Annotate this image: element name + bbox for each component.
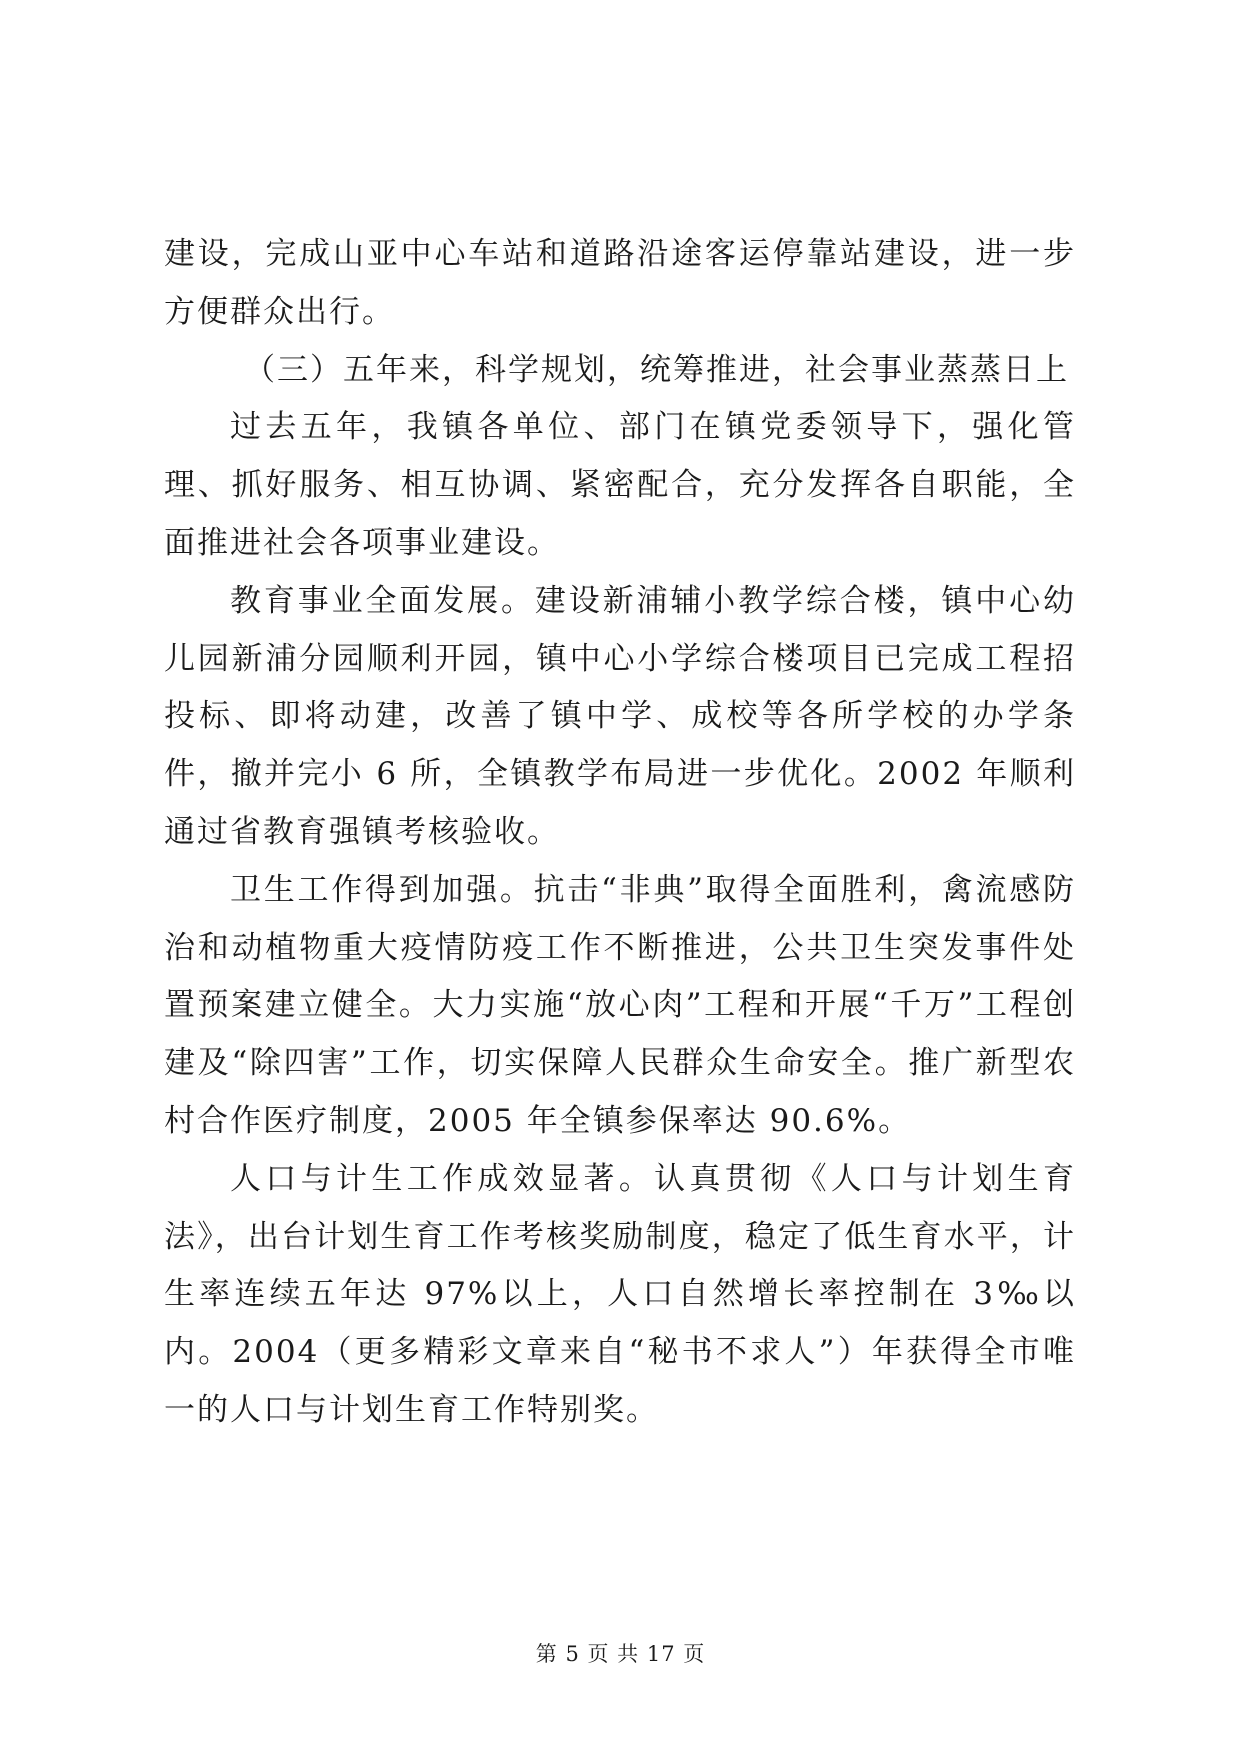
paragraph-continuation: 建设，完成山亚中心车站和道路沿途客运停靠站建设，进一步方便群众出行。 [164,236,1076,330]
paragraph-health: 卫生工作得到加强。抗击“非典”取得全面胜利，禽流感防治和动植物重大疫情防疫工作不断推进，公共卫生突发事件处置预案建立健全。大力实施“放心肉”工程和开展“千万”工程创建及“除四害”工作，切实保障人民群众生命安全。推广新型农村合作医疗制度，2005 年全镇参保率达 90.6%。 [164,871,1076,1139]
paragraph-social-affairs: 过去五年，我镇各单位、部门在镇党委领导下，强化管理、抓好服务、相互协调、紧密配合，充分发挥各自职能，全面推进社会各项事业建设。 [164,409,1076,561]
paragraph-education: 教育事业全面发展。建设新浦辅小教学综合楼，镇中心幼儿园新浦分园顺利开园，镇中心小学综合楼项目已完成工程招投标、即将动建，改善了镇中学、成校等各所学校的办学条件，撤并完小 6 所，全镇教学布局进一步优化。2002 年顺利通过省教育强镇考核验收。 [164,582,1076,850]
section-heading: （三）五年来，科学规划，统筹推进，社会事业蒸蒸日上 [244,351,1069,388]
page-number-footer: 第 5 页 共 17 页 [535,1642,706,1666]
paragraph-family-planning: 人口与计生工作成效显著。认真贯彻《人口与计划生育法》，出台计划生育工作考核奖励制度，稳定了低生育水平，计生率连续五年达 97%以上，人口自然增长率控制在 3‰以内。2004（更多精彩文章来自“秘书不求人”）年获得全市唯一的人口与计划生育工作特别奖。 [164,1160,1076,1428]
document-body [164,226,1076,1440]
